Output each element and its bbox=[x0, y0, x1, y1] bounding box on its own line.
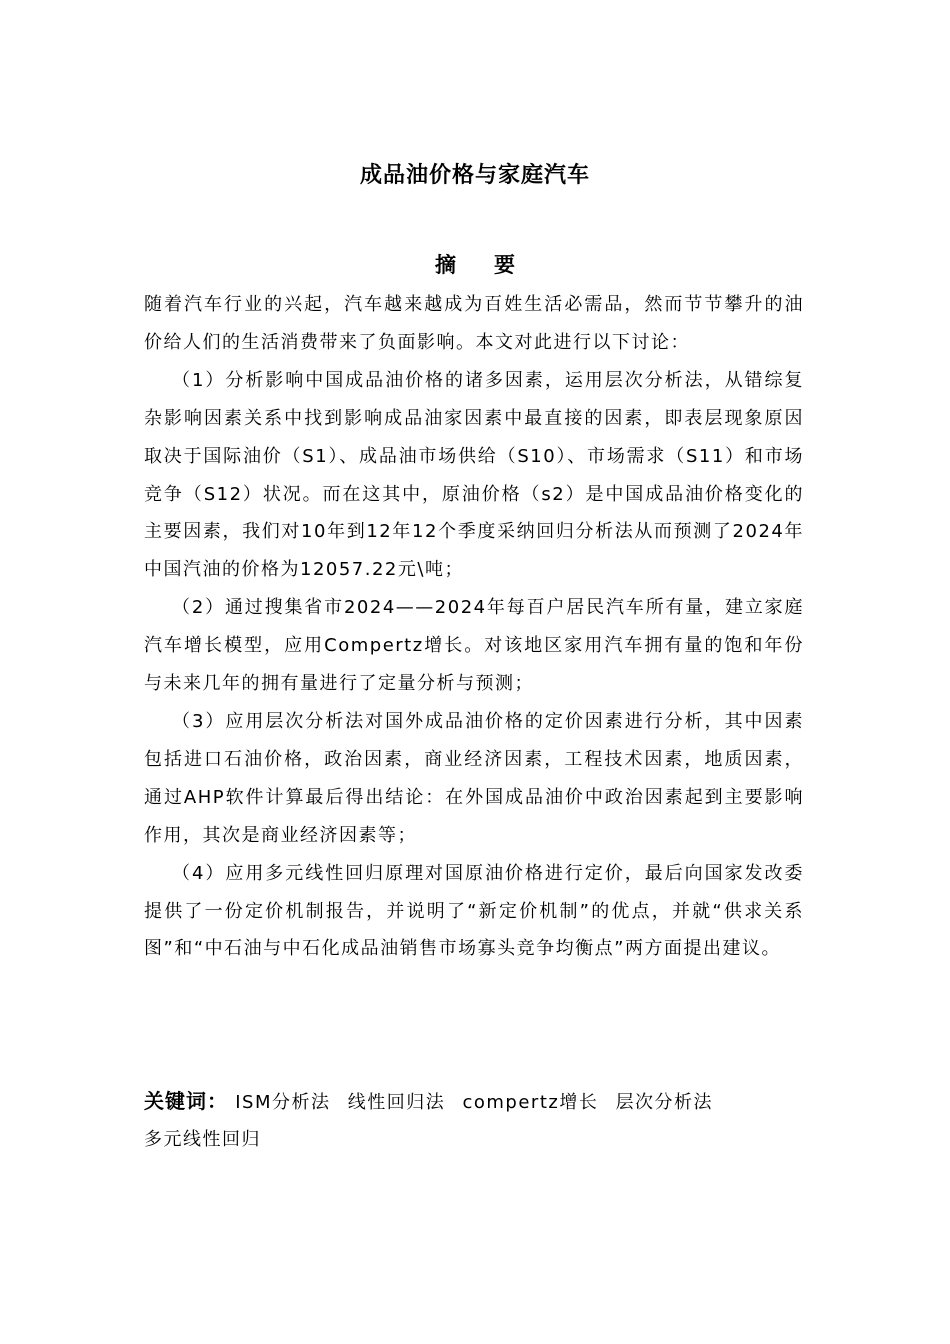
keyword-item: 层次分析法 bbox=[615, 1092, 714, 1113]
abstract-paragraph-3: （3）应用层次分析法对国外成品油价格的定价因素进行分析，其中因素包括进口石油价格，政治因素，商业经济因素，工程技术因素，地质因素，通过AHP软件计算最后得出结论：在外国成品油价中政治因素起到主要影响作用，其次是商业经济因素等； bbox=[144, 710, 804, 846]
keywords-section bbox=[144, 1083, 804, 1158]
abstract-paragraph-1: （1）分析影响中国成品油价格的诸多因素，运用层次分析法，从错综复杂影响因素关系中找到影响成品油家因素中最直接的因素，即表层现象原因取决于国际油价（S1）、成品油市场供给（S10）、市场需求（S11）和市场竞争（S12）状况。而在这其中，原油价格（s2）是中国成品油价格变化的主要因素，我们对10年到12年12个季度采纳回归分析法从而预测了2024年中国汽油的价格为12057.22元\吨； bbox=[144, 369, 804, 581]
keyword-item: 多元线性回归 bbox=[144, 1129, 261, 1150]
abstract-paragraph-2: （2）通过搜集省市2024——2024年每百户居民汽车所有量，建立家庭汽车增长模型，应用Compertz增长。对该地区家用汽车拥有量的饱和年份与未来几年的拥有量进行了定量分析与预测； bbox=[144, 597, 804, 695]
abstract-heading: 摘要 bbox=[435, 253, 553, 277]
keyword-item: 线性回归法 bbox=[347, 1092, 446, 1113]
keyword-item: compertz增长 bbox=[462, 1092, 599, 1113]
keyword-item: ISM分析法 bbox=[235, 1092, 331, 1113]
keywords-label: 关键词： bbox=[144, 1089, 228, 1113]
abstract-paragraph-4: （4）应用多元线性回归原理对国原油价格进行定价，最后向国家发改委提供了一份定价机制报告，并说明了“新定价机制”的优点，并就“供求关系图”和“中石油与中石化成品油销售市场寡头竞争均衡点”两方面提出建议。 bbox=[144, 862, 804, 960]
abstract-paragraph-intro: 随着汽车行业的兴起，汽车越来越成为百姓生活必需品，然而节节攀升的油价给人们的生活消费带来了负面影响。本文对此进行以下讨论： bbox=[144, 294, 804, 353]
document-title: 成品油价格与家庭汽车 bbox=[359, 163, 590, 188]
abstract-body bbox=[144, 286, 804, 968]
